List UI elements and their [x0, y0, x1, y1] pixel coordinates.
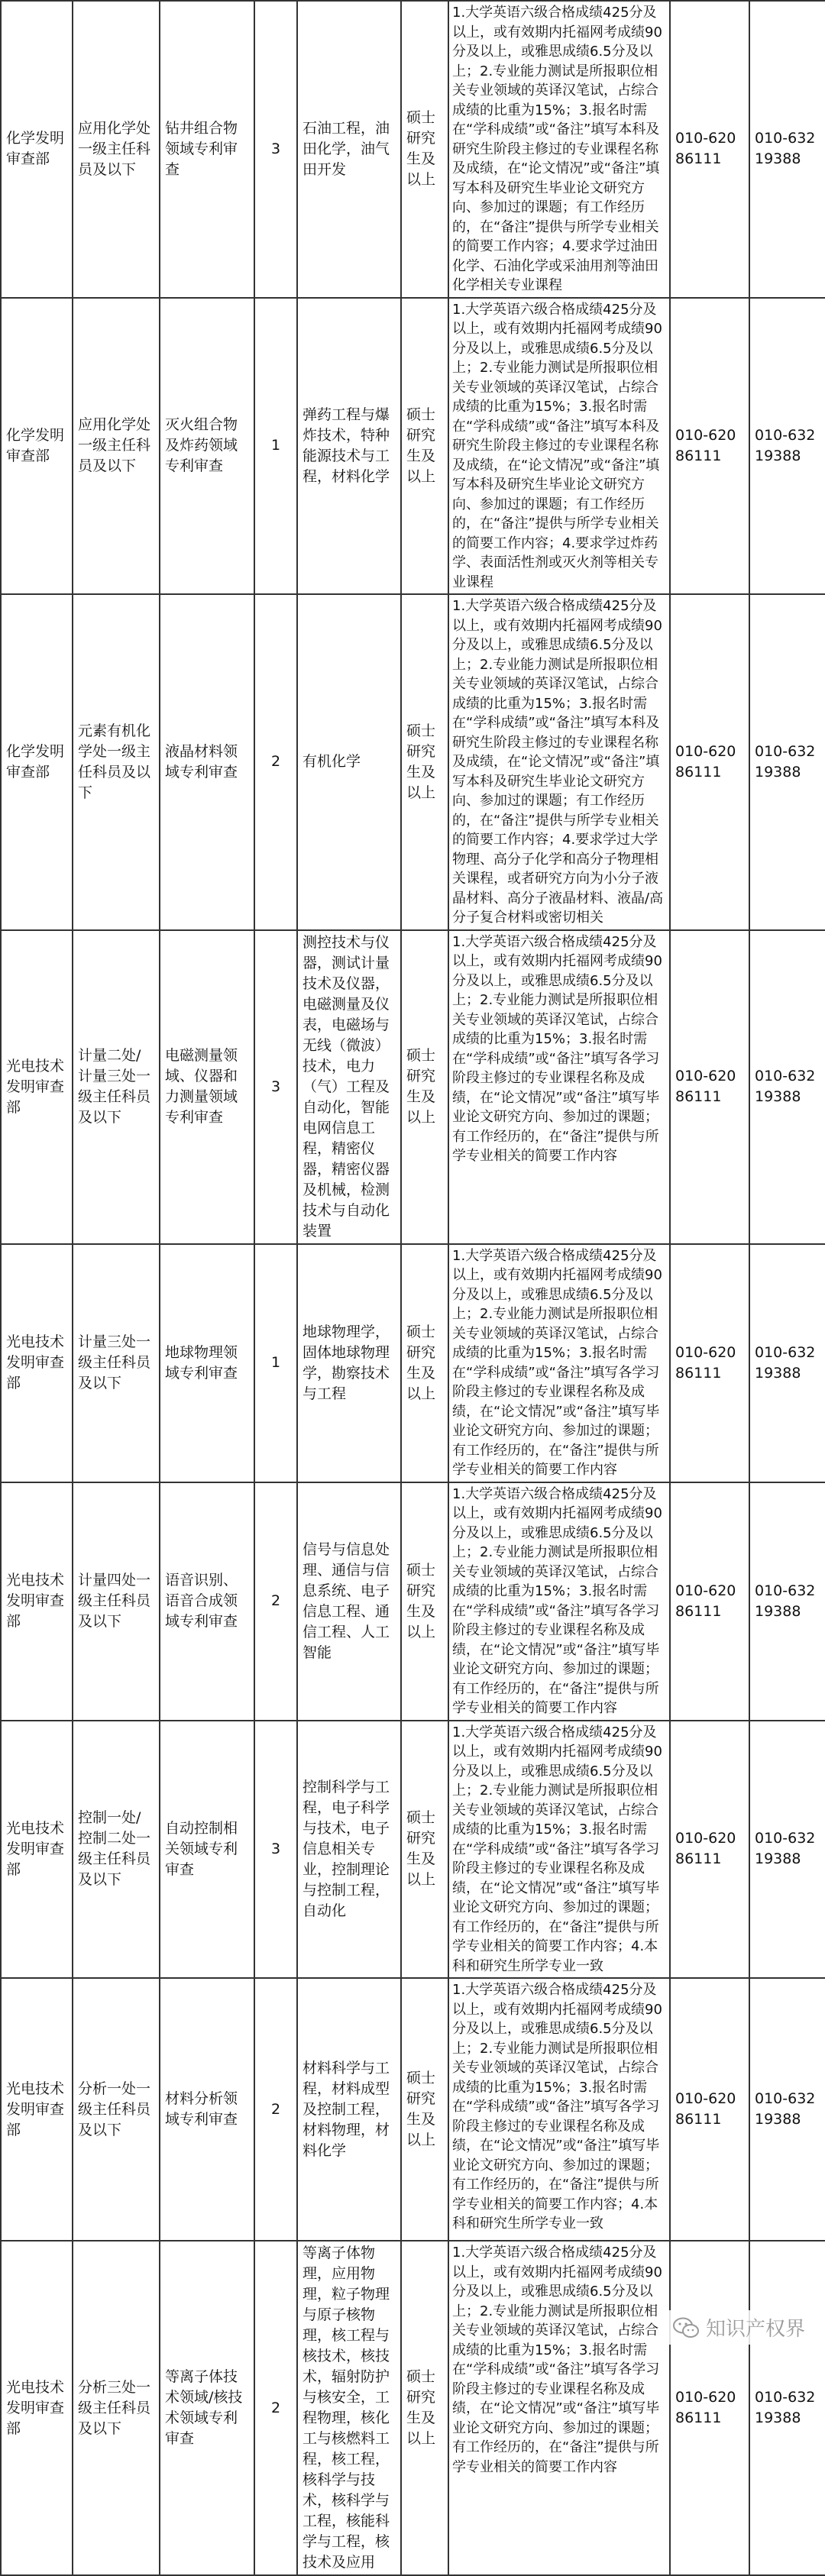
phone2-cell: 010-63219388 — [749, 1978, 825, 2241]
field-cell: 等离子体技术领域/核技术领域专利审查 — [160, 2241, 254, 2575]
phone1-cell: 010-62086111 — [670, 1, 749, 298]
table-row — [1, 930, 825, 1244]
position-cell: 计量二处/计量三处一级主任科员及以下 — [73, 930, 160, 1244]
department-cell: 光电技术发明审查部 — [1, 1978, 73, 2241]
headcount-cell: 3 — [254, 930, 297, 1244]
field-cell: 液晶材料领域专利审查 — [160, 594, 254, 930]
department-cell: 化学发明审查部 — [1, 594, 73, 930]
headcount-cell: 1 — [254, 1244, 297, 1482]
department-cell: 光电技术发明审查部 — [1, 1482, 73, 1721]
requirements-cell: 1.大学英语六级合格成绩425分及以上，或有效期内托福网考成绩90分及以上，或雅思成绩6.5分及以上；2.专业能力测试是所报职位相关专业领域的英译汉笔试，占综合成绩的比重为15%；3.报名时需在“学科成绩”或“备注”填写各学习阶段主修过的专业课程名称及成绩，在“论文情况”或“备注”填写毕业论文研究方向、参加过的课题；有工作经历的，在“备注”提供与所学专业相关的简要工作内容 — [448, 1482, 670, 1721]
phone1-cell: 010-62086111 — [670, 1482, 749, 1721]
phone1-cell: 010-62086111 — [670, 1244, 749, 1482]
major-cell: 信号与信息处理、通信与信息系统、电子信息工程、通信工程、人工智能 — [297, 1482, 401, 1721]
department-cell: 光电技术发明审查部 — [1, 930, 73, 1244]
department-cell: 化学发明审查部 — [1, 1, 73, 298]
position-cell: 计量四处一级主任科员及以下 — [73, 1482, 160, 1721]
phone2-cell: 010-63219388 — [749, 930, 825, 1244]
education-cell: 硕士研究生及以上 — [401, 1, 448, 298]
phone1-cell: 010-62086111 — [670, 930, 749, 1244]
table-row — [1, 298, 825, 595]
education-cell: 硕士研究生及以上 — [401, 2241, 448, 2575]
requirements-cell: 1.大学英语六级合格成绩425分及以上，或有效期内托福网考成绩90分及以上，或雅思成绩6.5分及以上；2.专业能力测试是所报职位相关专业领域的英译汉笔试，占综合成绩的比重为15%；3.报名时需在“学科成绩”或“备注”填写各学习阶段主修过的专业课程名称及成绩，在“论文情况”或“备注”填写毕业论文研究方向、参加过的课题；有工作经历的，在“备注”提供与所学专业相关的简要工作内容；4.本科和研究生所学专业一致 — [448, 1978, 670, 2241]
phone2-cell: 010-63219388 — [749, 1721, 825, 1979]
major-cell: 有机化学 — [297, 594, 401, 930]
wechat-icon — [672, 2316, 700, 2339]
headcount-cell: 1 — [254, 298, 297, 595]
position-cell: 分析三处一级主任科员及以下 — [73, 2241, 160, 2575]
headcount-cell: 2 — [254, 1978, 297, 2241]
table-row — [1, 1244, 825, 1482]
requirements-cell: 1.大学英语六级合格成绩425分及以上，或有效期内托福网考成绩90分及以上，或雅思成绩6.5分及以上；2.专业能力测试是所报职位相关专业领域的英译汉笔试，占综合成绩的比重为15%；3.报名时需在“学科成绩”或“备注”填写各学习阶段主修过的专业课程名称及成绩，在“论文情况”或“备注”填写毕业论文研究方向、参加过的课题；有工作经历的，在“备注”提供与所学专业相关的简要工作内容 — [448, 930, 670, 1244]
education-cell: 硕士研究生及以上 — [401, 594, 448, 930]
field-cell: 钻井组合物领域专利审查 — [160, 1, 254, 298]
phone2-cell: 010-63219388 — [749, 298, 825, 595]
phone1-cell: 010-62086111 — [670, 298, 749, 595]
phone1-cell: 010-62086111 — [670, 594, 749, 930]
table-row — [1, 594, 825, 930]
major-cell: 材料科学与工程，材料成型及控制工程，材料物理，材料化学 — [297, 1978, 401, 2241]
phone2-cell: 010-63219388 — [749, 594, 825, 930]
requirements-cell: 1.大学英语六级合格成绩425分及以上，或有效期内托福网考成绩90分及以上，或雅思成绩6.5分及以上；2.专业能力测试是所报职位相关专业领域的英译汉笔试，占综合成绩的比重为15%；3.报名时需在“学科成绩”或“备注”填写各学习阶段主修过的专业课程名称及成绩，在“论文情况”或“备注”填写毕业论文研究方向、参加过的课题；有工作经历的，在“备注”提供与所学专业相关的简要工作内容；4.本科和研究生所学专业一致 — [448, 1721, 670, 1979]
table-row — [1, 1721, 825, 1979]
education-cell: 硕士研究生及以上 — [401, 1721, 448, 1979]
major-cell: 控制科学与工程，电子科学与技术，电子信息相关专业，控制理论与控制工程，自动化 — [297, 1721, 401, 1979]
department-cell: 化学发明审查部 — [1, 298, 73, 595]
position-cell: 应用化学处一级主任科员及以下 — [73, 298, 160, 595]
major-cell: 地球物理学，固体地球物理学，勘察技术与工程 — [297, 1244, 401, 1482]
position-cell: 计量三处一级主任科员及以下 — [73, 1244, 160, 1482]
table-row — [1, 1482, 825, 1721]
position-cell: 应用化学处一级主任科员及以下 — [73, 1, 160, 298]
education-cell: 硕士研究生及以上 — [401, 930, 448, 1244]
major-cell: 石油工程，油田化学，油气田开发 — [297, 1, 401, 298]
major-cell: 测控技术与仪器，测试计量技术及仪器，电磁测量及仪表，电磁场与无线（微波）技术，电力（气）工程及自动化，智能电网信息工程，精密仪器，精密仪器及机械，检测技术与自动化装置 — [297, 930, 401, 1244]
phone2-cell: 010-63219388 — [749, 1482, 825, 1721]
table-row — [1, 1978, 825, 2241]
field-cell: 地球物理领域专利审查 — [160, 1244, 254, 1482]
headcount-cell: 2 — [254, 594, 297, 930]
headcount-cell: 2 — [254, 2241, 297, 2575]
department-cell: 光电技术发明审查部 — [1, 2241, 73, 2575]
field-cell: 灭火组合物及炸药领域专利审查 — [160, 298, 254, 595]
major-cell: 等离子体物理，应用物理，粒子物理与原子核物理，核工程与核技术，核技术，辐射防护与核安全，工程物理，核化工与核燃料工程，核工程，核科学与技术，核科学与工程，核能科学与工程，核技术及应用 — [297, 2241, 401, 2575]
position-cell: 分析一处一级主任科员及以下 — [73, 1978, 160, 2241]
phone2-cell: 010-63219388 — [749, 1, 825, 298]
requirements-cell: 1.大学英语六级合格成绩425分及以上，或有效期内托福网考成绩90分及以上，或雅思成绩6.5分及以上；2.专业能力测试是所报职位相关专业领域的英译汉笔试，占综合成绩的比重为15%；3.报名时需在“学科成绩”或“备注”填写各学习阶段主修过的专业课程名称及成绩，在“论文情况”或“备注”填写毕业论文研究方向、参加过的课题；有工作经历的，在“备注”提供与所学专业相关的简要工作内容 — [448, 2241, 670, 2575]
watermark — [666, 2310, 811, 2345]
education-cell: 硕士研究生及以上 — [401, 1978, 448, 2241]
table-row — [1, 2241, 825, 2575]
phone2-cell: 010-63219388 — [749, 2241, 825, 2575]
headcount-cell: 3 — [254, 1721, 297, 1979]
field-cell: 语音识别、语音合成领域专利审查 — [160, 1482, 254, 1721]
field-cell: 自动控制相关领域专利审查 — [160, 1721, 254, 1979]
requirements-cell: 1.大学英语六级合格成绩425分及以上，或有效期内托福网考成绩90分及以上，或雅思成绩6.5分及以上；2.专业能力测试是所报职位相关专业领域的英译汉笔试，占综合成绩的比重为15%；3.报名时需在“学科成绩”或“备注”填写各学习阶段主修过的专业课程名称及成绩，在“论文情况”或“备注”填写毕业论文研究方向、参加过的课题；有工作经历的，在“备注”提供与所学专业相关的简要工作内容 — [448, 1244, 670, 1482]
field-cell: 电磁测量领域、仪器和力测量领域专利审查 — [160, 930, 254, 1244]
phone1-cell: 010-62086111 — [670, 2241, 749, 2575]
department-cell: 光电技术发明审查部 — [1, 1721, 73, 1979]
table-row — [1, 1, 825, 298]
position-cell: 元素有机化学处一级主任科员及以下 — [73, 594, 160, 930]
headcount-cell: 3 — [254, 1, 297, 298]
headcount-cell: 2 — [254, 1482, 297, 1721]
requirements-cell: 1.大学英语六级合格成绩425分及以上，或有效期内托福网考成绩90分及以上，或雅思成绩6.5分及以上；2.专业能力测试是所报职位相关专业领域的英译汉笔试，占综合成绩的比重为15%；3.报名时需在“学科成绩”或“备注”填写本科及研究生阶段主修过的专业课程名称及成绩，在“论文情况”或“备注”填写本科及研究生毕业论文研究方向、参加过的课题；有工作经历的，在“备注”提供与所学专业相关的简要工作内容；4.要求学过大学物理、高分子化学和高分子物理相关课程，或者研究方向为小分子液晶材料、高分子液晶材料、液晶/高分子复合材料或密切相关 — [448, 594, 670, 930]
major-cell: 弹药工程与爆炸技术，特种能源技术与工程，材料化学 — [297, 298, 401, 595]
education-cell: 硕士研究生及以上 — [401, 298, 448, 595]
requirements-cell: 1.大学英语六级合格成绩425分及以上，或有效期内托福网考成绩90分及以上，或雅思成绩6.5分及以上；2.专业能力测试是所报职位相关专业领域的英译汉笔试，占综合成绩的比重为15%；3.报名时需在“学科成绩”或“备注”填写本科及研究生阶段主修过的专业课程名称及成绩，在“论文情况”或“备注”填写本科及研究生毕业论文研究方向、参加过的课题；有工作经历的，在“备注”提供与所学专业相关的简要工作内容；4.要求学过油田化学、石油化学或采油用剂等油田化学相关专业课程 — [448, 1, 670, 298]
phone1-cell: 010-62086111 — [670, 1978, 749, 2241]
field-cell: 材料分析领域专利审查 — [160, 1978, 254, 2241]
department-cell: 光电技术发明审查部 — [1, 1244, 73, 1482]
position-cell: 控制一处/控制二处一级主任科员及以下 — [73, 1721, 160, 1979]
education-cell: 硕士研究生及以上 — [401, 1244, 448, 1482]
phone2-cell: 010-63219388 — [749, 1244, 825, 1482]
education-cell: 硕士研究生及以上 — [401, 1482, 448, 1721]
watermark-text: 知识产权界 — [705, 2318, 805, 2341]
requirements-cell: 1.大学英语六级合格成绩425分及以上，或有效期内托福网考成绩90分及以上，或雅思成绩6.5分及以上；2.专业能力测试是所报职位相关专业领域的英译汉笔试，占综合成绩的比重为15%；3.报名时需在“学科成绩”或“备注”填写本科及研究生阶段主修过的专业课程名称及成绩，在“论文情况”或“备注”填写本科及研究生毕业论文研究方向、参加过的课题；有工作经历的，在“备注”提供与所学专业相关的简要工作内容；4.要求学过炸药学、表面活性剂或灭火剂等相关专业课程 — [448, 298, 670, 595]
phone1-cell: 010-62086111 — [670, 1721, 749, 1979]
table-body — [1, 1, 825, 2575]
